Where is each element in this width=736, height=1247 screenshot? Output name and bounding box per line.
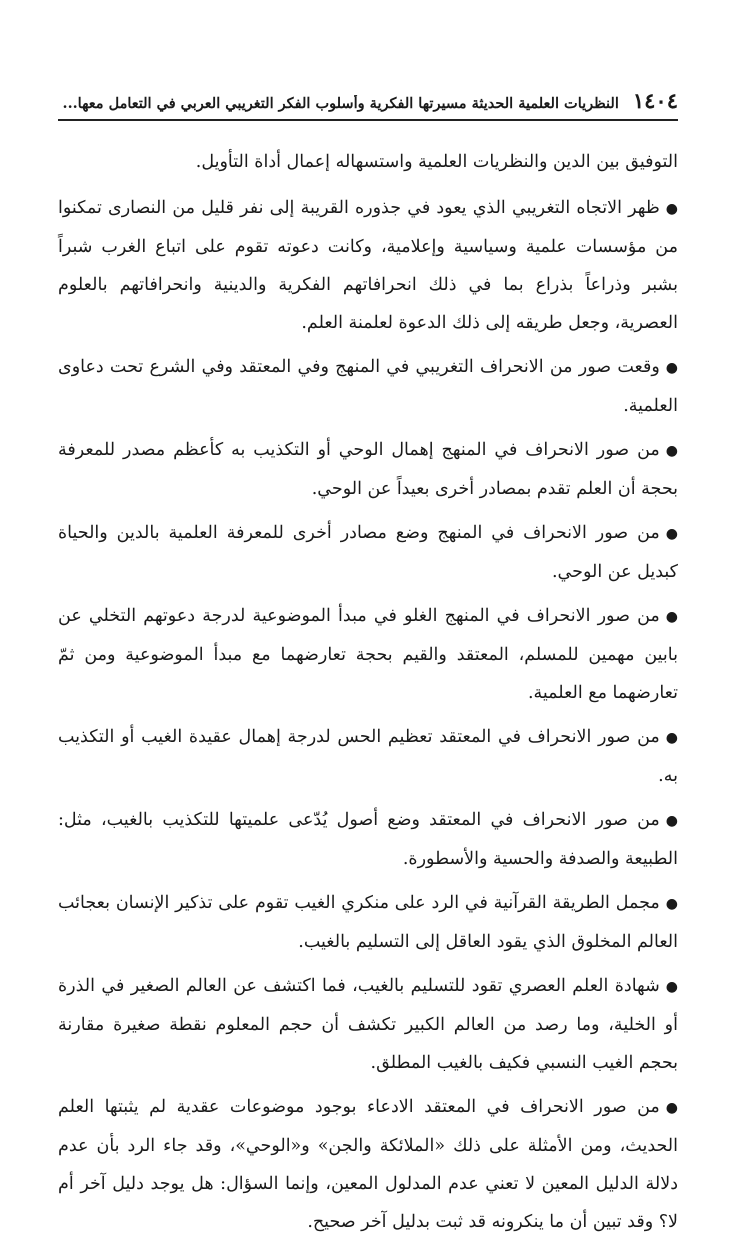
bullet-paragraph [58,348,678,425]
bullet-icon: ● [665,526,678,542]
bullet-text: من صور الانحراف في المنهج إهمال الوحي أو التكذيب به كأعظم مصدر للمعرفة بحجة أن العلم تقدم بمصادر أخرى بعيداً عن الوحي. [58,440,678,499]
bullet-text: ظهر الاتجاه التغريبي الذي يعود في جذوره القريبة إلى نفر قليل من النصارى تمكنوا من مؤسسات علمية وسياسية وإعلامية، وكانت دعوته تقوم على اتباع الغرب شبراً بشبر وذراعاً بذراع بما في ذلك انحرافاتهم الفكرية والدينية وانحرافاتهم بالعلوم العصرية، وجعل طريقه إلى ذلك الدعوة لعلمنة العلم. [58,198,678,333]
bullet-icon: ● [665,443,678,459]
bullet-paragraph [58,801,678,878]
bullet-paragraph [58,884,678,961]
bullet-text: من صور الانحراف في المعتقد تعظيم الحس لدرجة إهمال عقيدة الغيب أو التكذيب به. [58,727,678,786]
bullet-text: شهادة العلم العصري تقود للتسليم بالغيب، فما اكتشف عن العالم الصغير في الذرة أو الخلية، وما رصد من العالم الكبير تكشف أن حجم المعلوم نقطة صغيرة مقارنة بحجم الغيب النسبي فكيف بالغيب المطلق. [58,976,678,1073]
bullet-paragraph [58,597,678,712]
bullet-text: من صور الانحراف في المعتقد الادعاء بوجود موضوعات عقدية لم يثبتها العلم الحديث، ومن الأمثلة على ذلك «الملائكة والجن» و«الوحي»، وقد جاء الرد بأن عدم دلالة الدليل المعين لا تعني عدم المدلول المعين، وإنما السؤال: هل يوجد دليل آخر أم لا؟ وقد تبين أن ما ينكرونه قد ثبت بدليل آخر صحيح. [58,1097,678,1232]
bullet-icon: ● [665,1100,678,1116]
bullet-icon: ● [665,979,678,995]
bullet-paragraph [58,431,678,508]
bullet-text: مجمل الطريقة القرآنية في الرد على منكري الغيب تقوم على تذكير الإنسان بعجائب العالم المخلوق الذي يقود العاقل إلى التسليم بالغيب. [58,893,678,952]
bullet-text: من صور الانحراف في المنهج الغلو في مبدأ الموضوعية لدرجة دعوتهم التخلي عن بابين مهمين للمسلم، المعتقد والقيم بحجة تعارضهما مع مبدأ الموضوعية ومن ثمّ تعارضهما مع العلمية. [58,606,678,703]
bullet-text: من صور الانحراف في المنهج وضع مصادر أخرى للمعرفة العلمية بالدين والحياة كبديل عن الوحي. [58,523,678,582]
bullet-icon: ● [665,813,678,829]
bullet-text: وقعت صور من الانحراف التغريبي في المنهج وفي المعتقد وفي الشرع تحت دعاوى العلمية. [58,357,678,416]
bullet-text: من صور الانحراف في المعتقد وضع أصول يُدّعى علميتها للتكذيب بالغيب، مثل: الطبيعة والصدفة والحسية والأسطورة. [58,810,678,869]
continued-paragraph: التوفيق بين الدين والنظريات العلمية واستسهاله إعمال أداة التأويل. [195,152,678,172]
body-text [58,143,678,1241]
running-title: النظريات العلمية الحديثة مسيرتها الفكرية وأسلوب الفكر التغريبي العربي في التعامل معها... [62,95,619,112]
page-number: ١٤٠٤ [632,88,678,113]
bullet-paragraph [58,718,678,795]
bullet-paragraph [58,189,678,342]
bullet-paragraph [58,514,678,591]
bullet-list [58,189,678,1241]
document-page [58,88,678,1247]
bullet-icon: ● [665,609,678,625]
bullet-icon: ● [665,360,678,376]
bullet-icon: ● [665,201,678,217]
bullet-icon: ● [665,730,678,746]
page-header [58,88,678,121]
bullet-icon: ● [665,896,678,912]
bullet-paragraph [58,1088,678,1241]
bullet-paragraph [58,967,678,1082]
